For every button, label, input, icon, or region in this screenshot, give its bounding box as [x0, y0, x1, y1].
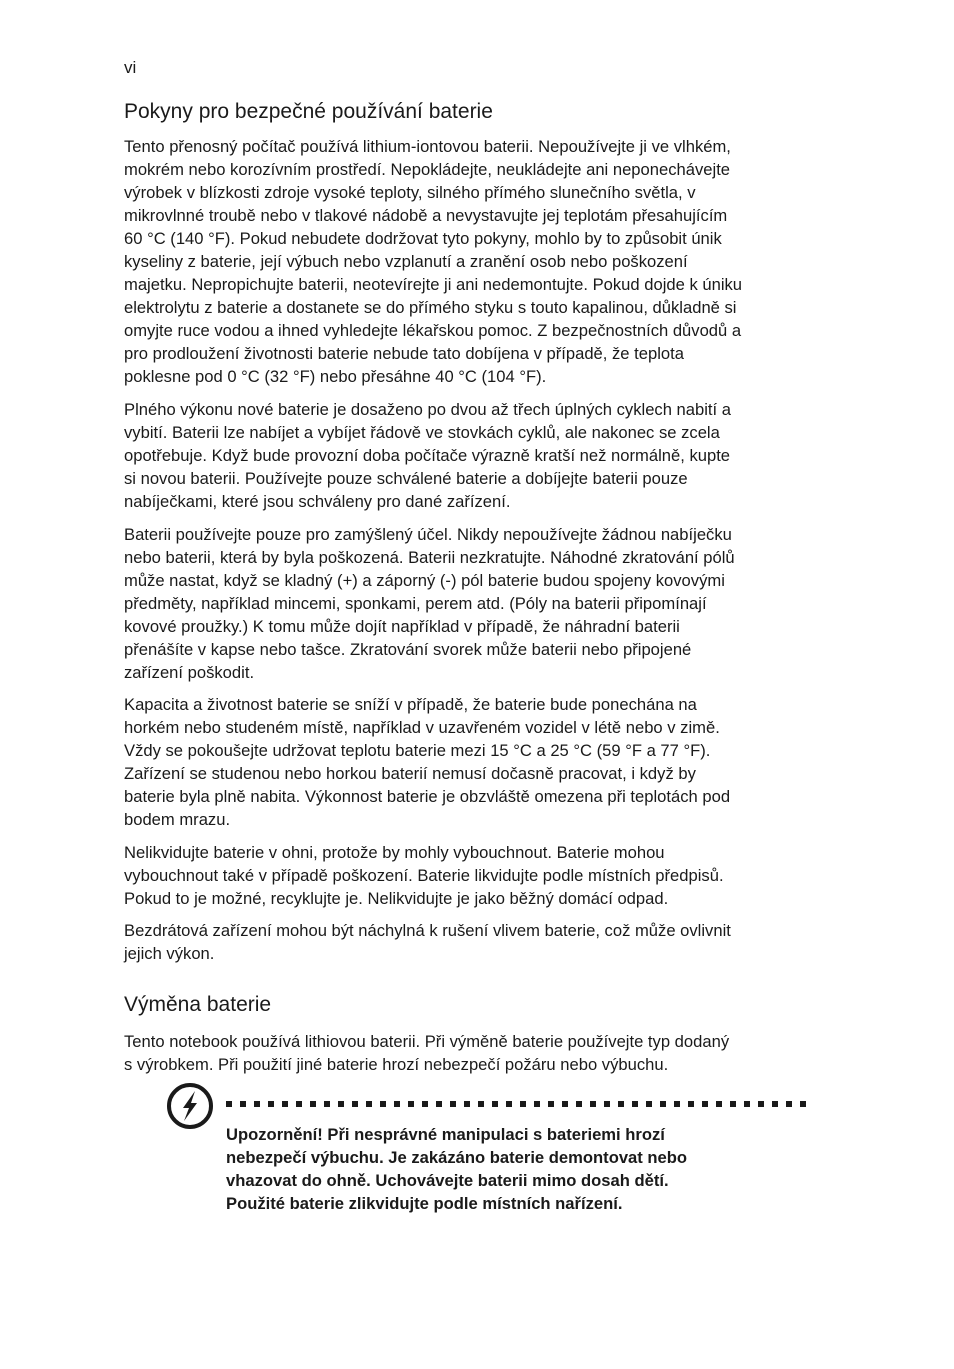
- page-number: vi: [124, 58, 137, 77]
- warning-text: Upozornění! Při nesprávné manipulaci s bateriemi hrozí nebezpečí výbuchu. Je zakázáno baterie demontovat nebo vhazovat do ohně. Uchovávejte baterii mimo dosah dětí. Použité baterie zlikvidujte podle místních nařízení.: [226, 1125, 688, 1213]
- section-heading-battery-replacement: Výměna baterie: [124, 993, 272, 1016]
- paragraph: Plného výkonu nové baterie je dosaženo po dvou až třech úplných cyklech nabití a vybití. Baterii lze nabíjet a vybíjet řádově ve stovkách cyklů, ale nakonec se zcela opotřebuje. Když bude provozní doba počítače výrazně kratší než normálně, kupte si novou baterii. Používejte pouze schválené baterie a dobíjejte baterii pouze nabíječkami, které jsou schváleny pro dané zařízení.: [124, 400, 731, 511]
- paragraph: Tento notebook používá lithiovou baterii. Při výměně baterie používejte typ dodaný s výrobkem. Při použití jiné baterie hrozí nebezpečí požáru nebo výbuchu.: [124, 1032, 730, 1074]
- paragraph: Bezdrátová zařízení mohou být náchylná k rušení vlivem baterie, což může ovlivnit jejich výkon.: [124, 921, 731, 963]
- paragraph: Tento přenosný počítač používá lithium-iontovou baterii. Nepoužívejte ji ve vlhkém, mokrém nebo korozívním prostředí. Nepokládejte, neukládejte ani neponechávejte výrobek v blízkosti zdroje vysoké teploty, silného přímého slunečního světla, v mikrovlnné troubě nebo v tlakové nádobě a nevystavujte jej teplotám přesahujícím 60 °C (140 °F). Pokud nebudete dodržovat tyto pokyny, mohlo by to způsobit únik kyseliny z baterie, její výbuch nebo vzplanutí a zranění osob nebo poškození majetku. Nepropichujte baterii, neotevírejte ji ani nedemontujte. Pokud dojde k úniku elektrolytu z baterie a dostanete se do přímého styku s touto kapalinou, důkladně si omyjte ruce vodou a ihned vyhledejte lékařskou pomoc. Z bezpečnostních důvodů a pro prodloužení životnosti baterie nebude tato dobíjena v případě, že teplota poklesne pod 0 °C (32 °F) nebo přesáhne 40 °C (104 °F).: [124, 137, 743, 386]
- paragraph: Kapacita a životnost baterie se sníží v případě, že baterie bude ponechána na horkém nebo studeném místě, například v uzavřeném vozidel v létě nebo v zimě. Vždy se pokoušejte udržovat teplotu baterie mezi 15 °C a 25 °C (59 °F a 77 °F). Zařízení se studenou nebo horkou baterií nemusí dočasně pracovat, i když by baterie byla plně nabita. Výkonnost baterie je obzvláště omezena při teplotách pod bodem mrazu.: [124, 695, 731, 829]
- paragraph: Baterii používejte pouze pro zamýšlený účel. Nikdy nepoužívejte žádnou nabíječku nebo baterii, která by byla poškozená. Baterii nezkratujte. Náhodné zkratování pólů může nastat, když se kladný (+) a záporný (-) pól baterie budou spojeny kovovými předměty, například mincemi, sponkami, perem atd. (Póly na baterii připomínají kovové proužky.) K tomu může dojít například v případě, že náhradní baterii přenášíte v kapse nebo tašce. Zkratování svorek může baterii nebo připojené zařízení poškodit.: [124, 525, 735, 682]
- dotted-divider: [226, 1101, 810, 1107]
- section-heading-battery-safety: Pokyny pro bezpečné používání baterie: [124, 100, 493, 123]
- paragraph: Nelikvidujte baterie v ohni, protože by mohly vybouchnout. Baterie mohou vybouchnout také v případě poškození. Baterie likvidujte podle místních předpisů. Pokud to je možné, recyklujte je. Nelikvidujte je jako běžný domácí odpad.: [124, 843, 724, 908]
- lightning-warning-icon: [166, 1082, 214, 1130]
